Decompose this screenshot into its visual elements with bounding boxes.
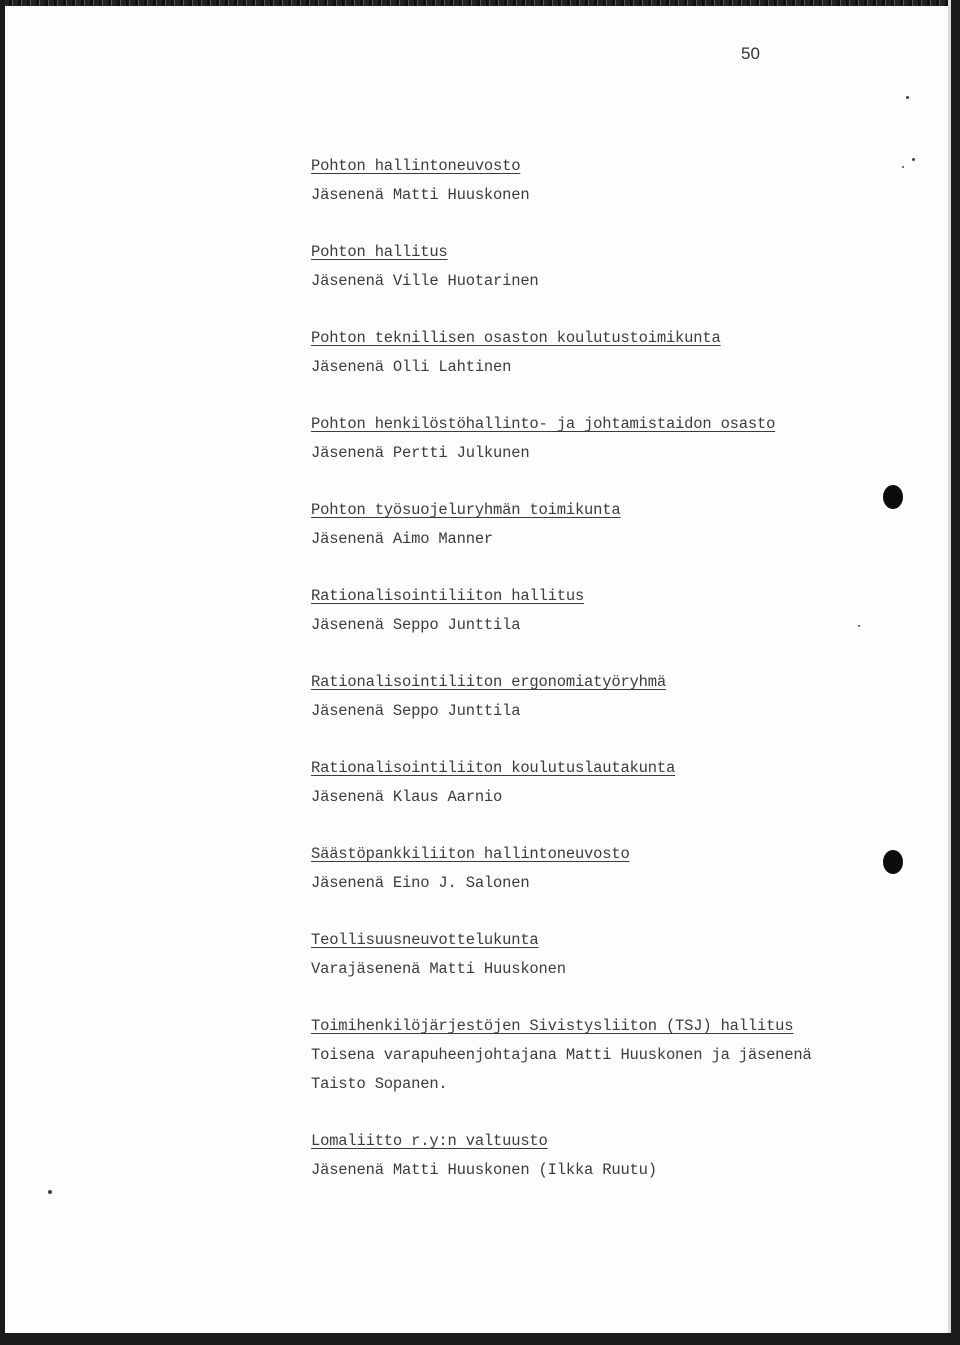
scan-border-left [0, 0, 5, 1345]
list-item [311, 754, 871, 812]
organization-title: Teollisuusneuvottelukunta [311, 931, 539, 949]
organization-title: Säästöpankkiliiton hallintoneuvosto [311, 845, 630, 863]
list-item [311, 152, 871, 210]
list-item [311, 496, 871, 554]
organization-title: Pohton hallitus [311, 243, 448, 261]
list-item [311, 410, 871, 468]
list-item [311, 926, 871, 984]
organization-title: Pohton työsuojeluryhmän toimikunta [311, 501, 621, 519]
punch-hole [883, 850, 903, 874]
scan-speck [902, 166, 904, 168]
organization-title: Pohton henkilöstöhallinto- ja johtamistaidon osasto [311, 415, 776, 433]
organization-title: Rationalisointiliiton hallitus [311, 587, 585, 605]
scan-border-top [0, 0, 960, 6]
scan-speck [912, 158, 915, 161]
organization-title: Rationalisointiliiton koulutuslautakunta [311, 759, 676, 777]
membership-list [311, 152, 871, 1213]
member-line: Jäsenenä Ville Huotarinen [311, 272, 539, 290]
member-line: Jäsenenä Aimo Manner [311, 530, 494, 548]
member-line: Toisena varapuheenjohtajana Matti Huuskonen ja jäsenenä Taisto Sopanen. [311, 1046, 812, 1093]
member-line: Varajäsenenä Matti Huuskonen [311, 960, 566, 978]
member-line: Jäsenenä Pertti Julkunen [311, 444, 530, 462]
member-line: Jäsenenä Matti Huuskonen (Ilkka Ruutu) [311, 1161, 657, 1179]
member-line: Jäsenenä Matti Huuskonen [311, 186, 530, 204]
organization-title: Pohton hallintoneuvosto [311, 157, 521, 175]
scan-speck [48, 1190, 52, 1194]
organization-title: Pohton teknillisen osaston koulutustoimikunta [311, 329, 721, 347]
member-line: Jäsenenä Klaus Aarnio [311, 788, 503, 806]
list-item [311, 1012, 871, 1099]
list-item [311, 1127, 871, 1185]
punch-hole [883, 485, 903, 509]
scan-border-right [948, 0, 960, 1345]
list-item [311, 324, 871, 382]
list-item [311, 668, 871, 726]
organization-title: Rationalisointiliiton ergonomiatyöryhmä [311, 673, 666, 691]
list-item [311, 238, 871, 296]
member-line: Jäsenenä Eino J. Salonen [311, 874, 530, 892]
list-item [311, 582, 871, 640]
member-line: Jäsenenä Seppo Junttila [311, 616, 521, 634]
member-line: Jäsenenä Olli Lahtinen [311, 358, 512, 376]
organization-title: Lomaliitto r.y:n valtuusto [311, 1132, 548, 1150]
organization-title: Toimihenkilöjärjestöjen Sivistysliiton (TSJ) hallitus [311, 1017, 794, 1035]
scan-border-bottom [0, 1333, 960, 1345]
page-number: 50 [741, 44, 760, 63]
scan-speck [858, 625, 860, 627]
scan-speck [906, 96, 909, 99]
list-item [311, 840, 871, 898]
member-line: Jäsenenä Seppo Junttila [311, 702, 521, 720]
